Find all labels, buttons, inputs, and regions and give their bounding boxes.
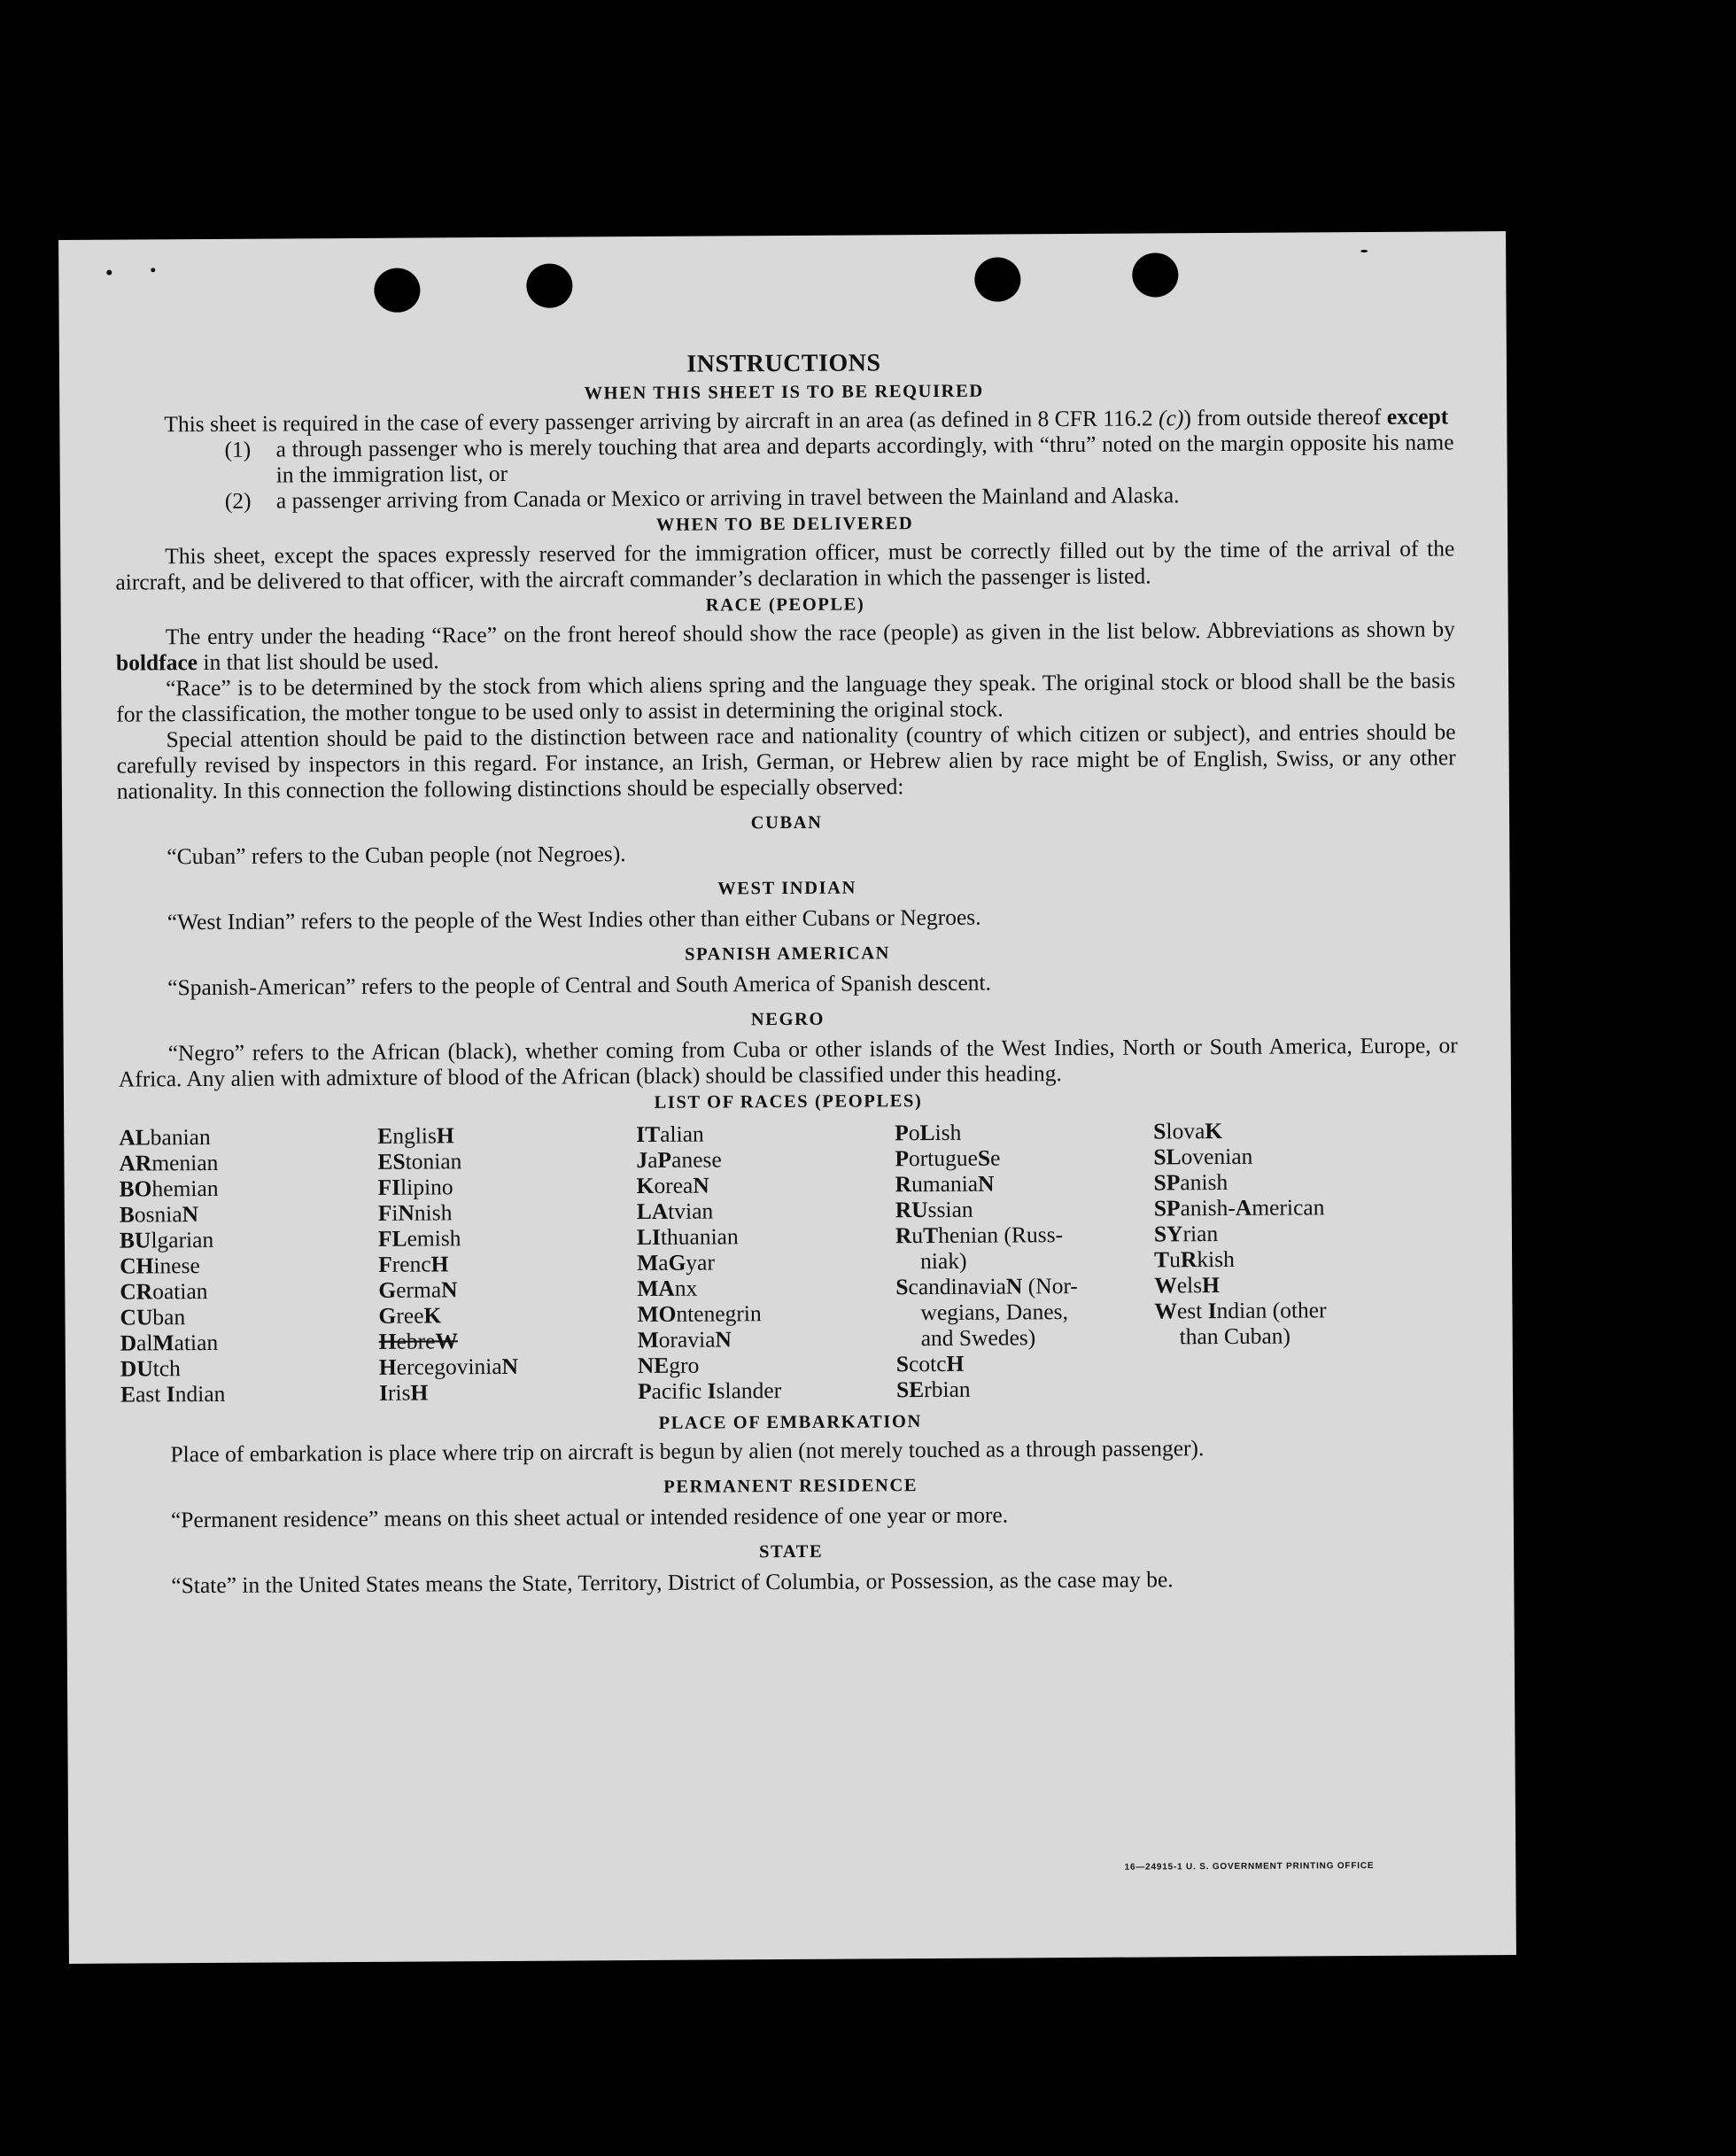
heading-west-indian: WEST INDIAN <box>717 878 857 899</box>
race-column <box>636 1120 896 1404</box>
race-entry: SlovaK <box>1153 1118 1223 1144</box>
speck <box>106 270 112 275</box>
race-entry: DalMatian <box>120 1329 219 1356</box>
heading-state: STATE <box>758 1541 824 1563</box>
race-entry: SYrian <box>1153 1221 1219 1247</box>
race-entry: PoLish <box>895 1119 962 1146</box>
heading-race-list: LIST OF RACES (PEOPLES) <box>654 1091 923 1113</box>
race-entry: CHinese <box>120 1252 200 1279</box>
required-intro: This sheet is required in the case of every passenger arriving by aircraft in an area (as defined in 8 CFR 116.2 (c)) from outside thereof except <box>164 403 1449 438</box>
race-entry: RuThenian (Russ- <box>895 1221 1064 1249</box>
race-entry: MAnx <box>637 1275 698 1302</box>
race-entry: HercegoviniaN <box>378 1353 519 1380</box>
race-entry: MaGyar <box>637 1249 716 1276</box>
heading-embarkation: PLACE OF EMBARKATION <box>658 1412 922 1433</box>
race-entry: CRoatian <box>120 1278 208 1305</box>
race-entry: KoreaN <box>636 1172 709 1199</box>
race-entry: Pacific Islander <box>637 1377 782 1405</box>
race-entry: FrencH <box>378 1251 449 1277</box>
page-title: INSTRUCTIONS <box>686 349 881 378</box>
race-entry: than Cuban) <box>1179 1322 1291 1350</box>
race-entry: EnglisH <box>377 1122 454 1149</box>
race-entry: BUlgarian <box>119 1226 214 1253</box>
race-paragraph-3: Special attention should be paid to the distinction between race and nationality (country of which citizen or subject), and entries should be carefully revised by inspectors in this regard. For instance, an Irish, German, or Hebrew alien by race might be of English, Swiss, or any other nationality. In this connection the following distinctions should be especially observed: <box>116 718 1456 804</box>
race-entry: FiNnish <box>377 1199 453 1226</box>
race-entry: MOntenegrin <box>637 1300 762 1328</box>
race-entry: SPanish <box>1153 1168 1228 1196</box>
heading-required: WHEN THIS SHEET IS TO BE REQUIRED <box>584 381 984 404</box>
race-entry: PortugueSe <box>895 1144 1001 1172</box>
punch-hole <box>526 263 572 307</box>
race-entry: RUssian <box>895 1196 973 1223</box>
race-entry: TuRkish <box>1154 1245 1235 1273</box>
race-column <box>119 1123 379 1408</box>
race-entry: FLemish <box>377 1225 461 1252</box>
race-column <box>377 1121 638 1406</box>
heading-negro: NEGRO <box>750 1009 825 1030</box>
race-entry: CUban <box>120 1304 186 1330</box>
heading-race: RACE (PEOPLE) <box>705 594 865 616</box>
heading-delivered: WHEN TO BE DELIVERED <box>655 514 914 535</box>
race-entry: ARmenian <box>119 1149 219 1176</box>
heading-residence: PERMANENT RESIDENCE <box>663 1476 918 1497</box>
race-entry: WelsH <box>1154 1272 1221 1299</box>
race-entry: BosniaN <box>119 1201 199 1228</box>
print-code: 16—24915-1 U. S. GOVERNMENT PRINTING OFFICE <box>1124 1860 1375 1873</box>
race-paragraph-1: The entry under the heading “Race” on the front hereof should show the race (people) as given in the list below. Abbreviations as shown by boldface in that list should be used. <box>115 616 1455 676</box>
race-entry: niak) <box>920 1247 967 1275</box>
state-text: “State” in the United States means the State, Territory, District of Columbia, or Possession, as the case may be. <box>171 1566 1174 1599</box>
race-entry: NEgro <box>637 1352 700 1379</box>
race-entry: DUtch <box>120 1355 181 1382</box>
embarkation-text: Place of embarkation is place where trip on aircraft is begun by alien (not merely touched as a through passenger). <box>170 1435 1205 1468</box>
punch-hole <box>374 268 420 313</box>
race-entry: LAtvian <box>636 1198 714 1225</box>
race-entry: SErbian <box>895 1376 971 1403</box>
punch-hole <box>974 257 1020 301</box>
speck <box>151 268 155 272</box>
race-column <box>895 1118 1155 1402</box>
race-paragraph-2: “Race” is to be determined by the stock from which aliens spring and the language they speak. The original stock or blood shall be the basis for the classification, the mother tongue to be used only to assist in determining the original stock. <box>116 667 1456 727</box>
cuban-text: “Cuban” refers to the Cuban people (not Negroes). <box>167 841 626 870</box>
instruction-sheet <box>58 231 1516 1964</box>
west-indian-text: “West Indian” refers to the people of the West Indies other than either Cubans or Negroes. <box>167 904 981 935</box>
race-entry: wegians, Danes, <box>920 1299 1068 1326</box>
race-entry: HebreW <box>378 1328 458 1354</box>
required-item: (1) a through passenger who is merely touching that area and departs accordingly, with “thru” noted on the margin opposite his name in the immigration list, or <box>224 429 1454 488</box>
race-entry: ScotcH <box>895 1350 965 1377</box>
negro-text: “Negro” refers to the African (black), whether coming from Cuba or other islands of the West Indies, North or South America, Europe, or Africa. Any alien with admixture of blood of the African (black) should be classified under this heading. <box>118 1032 1458 1092</box>
residence-text: “Permanent residence” means on this sheet actual or intended residence of one year or more. <box>170 1501 1009 1533</box>
race-entry: JaPanese <box>636 1146 722 1174</box>
required-item: (2) a passenger arriving from Canada or Mexico or arriving in travel between the Mainland and Alaska. <box>224 482 1180 514</box>
race-entry: ALbanian <box>119 1123 211 1151</box>
spanish-american-text: “Spanish-American” refers to the people of Central and South America of Spanish descent. <box>167 969 992 1001</box>
race-entry: and Swedes) <box>920 1324 1036 1352</box>
race-entry: ITalian <box>636 1121 704 1148</box>
race-list <box>119 1116 1460 1407</box>
race-entry: East Indian <box>120 1380 226 1408</box>
heading-spanish-american: SPANISH AMERICAN <box>684 943 891 965</box>
instructions-content <box>114 346 1461 1598</box>
speck <box>1360 250 1368 252</box>
race-entry: RumaniaN <box>895 1170 995 1198</box>
heading-cuban: CUBAN <box>750 812 823 834</box>
race-entry: IrisH <box>378 1379 429 1406</box>
race-entry: ScandinaviaN (Nor- <box>895 1273 1078 1300</box>
race-entry: SPanish-American <box>1153 1194 1325 1221</box>
race-entry: GreeK <box>378 1302 442 1329</box>
race-entry: West Indian (other <box>1154 1297 1327 1324</box>
delivered-text: This sheet, except the spaces expressly reserved for the immigration officer, must be correctly filled out by the time of the arrival of the aircraft, and be delivered to that officer, with the aircraft commander’s declaration in which the passenger is listed. <box>115 535 1455 595</box>
race-entry: MoraviaN <box>637 1326 732 1353</box>
race-column <box>1153 1117 1414 1401</box>
race-entry: FIlipino <box>377 1174 453 1200</box>
race-entry: LIthuanian <box>636 1223 739 1251</box>
punch-hole <box>1132 252 1178 297</box>
race-entry: EStonian <box>377 1148 462 1175</box>
race-entry: GermaN <box>378 1276 458 1303</box>
race-entry: SLovenian <box>1153 1143 1253 1170</box>
race-entry: BOhemian <box>119 1175 219 1202</box>
